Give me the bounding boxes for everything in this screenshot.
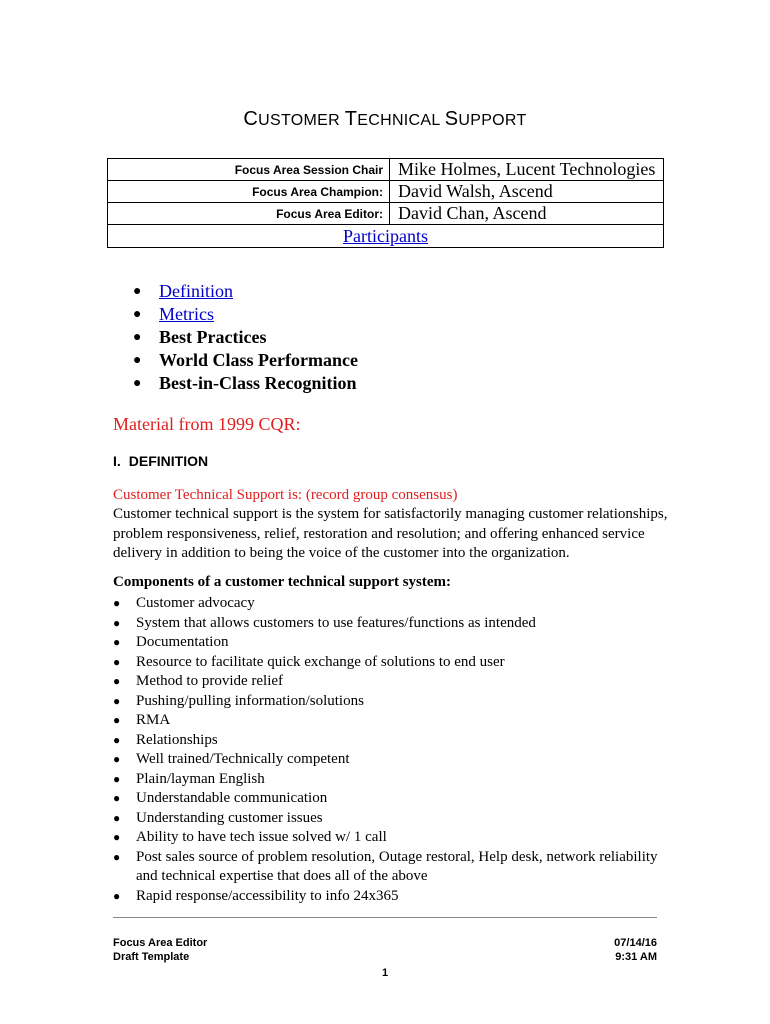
component-item-label: Method to provide relief	[136, 673, 284, 689]
definition-paragraph: Customer technical support is the system for satisfactorily managing customer relationships, problem responsiveness, relief, restoration and resolution; and offering enhanced service delivery in addition to being the voice of the customer into the organization.	[113, 506, 668, 561]
editor-value: David Chan, Ascend	[390, 203, 664, 225]
list-item	[133, 372, 358, 395]
best-practices-label: Best Practices	[159, 327, 267, 347]
bullet-icon: ●	[113, 810, 121, 825]
section-number: I.	[113, 453, 121, 469]
bullet-icon: ●	[113, 596, 121, 610]
bullet-icon: ●	[113, 693, 121, 708]
footer-date: 07/14/16	[614, 937, 657, 949]
section-title: DEFINITION	[128, 453, 209, 469]
list-item	[113, 828, 658, 848]
page-number: 1	[381, 967, 389, 979]
bullet-icon: ●	[133, 353, 142, 368]
component-item-label: Documentation	[136, 634, 229, 650]
list-item	[113, 672, 658, 692]
list-item	[113, 692, 658, 712]
bullet-icon: ●	[113, 674, 121, 688]
material-heading: Material from 1999 CQR:	[113, 414, 301, 434]
footer-time: 9:31 AM	[615, 951, 657, 963]
component-item-label: Relationships	[136, 731, 218, 748]
participants-link[interactable]: Participants	[343, 225, 428, 246]
editor-label: Focus Area Editor:	[108, 203, 390, 225]
bullet-icon: ●	[113, 888, 121, 903]
bullet-icon: ●	[113, 752, 121, 766]
table-row	[108, 159, 664, 181]
list-item	[113, 789, 658, 809]
world-class-performance-label: World Class Performance	[159, 350, 358, 370]
component-item-label: Pushing/pulling information/solutions	[136, 692, 364, 709]
list-item	[133, 326, 358, 349]
list-item	[113, 653, 658, 673]
list-item	[113, 809, 658, 829]
component-item-label: Post sales source of problem resolution, Outage restoral, Help desk, network reliability and technical expertise that does all of the above	[136, 848, 658, 884]
section-nav-list	[133, 280, 358, 395]
table-row	[108, 181, 664, 203]
definition-link[interactable]: Definition	[159, 281, 233, 301]
footer-editor-label: Focus Area Editor	[113, 937, 208, 949]
list-item	[113, 848, 658, 887]
list-item	[113, 711, 658, 731]
component-item-label: Ability to have tech issue solved w/ 1 call	[136, 829, 387, 845]
session-chair-label: Focus Area Session Chair	[108, 159, 390, 181]
best-in-class-recognition-label: Best-in-Class Recognition	[159, 373, 357, 393]
bullet-icon: ●	[133, 284, 142, 299]
document-title: CUSTOMER TECHNICAL SUPPORT	[243, 108, 527, 130]
component-item-label: Well trained/Technically competent	[136, 751, 350, 767]
component-item-label: Resource to facilitate quick exchange of solutions to end user	[136, 653, 505, 670]
list-item	[113, 770, 658, 790]
bullet-icon: ●	[113, 635, 121, 649]
components-list	[113, 594, 658, 906]
bullet-icon: ●	[113, 771, 121, 786]
bullet-icon: ●	[113, 849, 121, 864]
session-chair-value: Mike Holmes, Lucent Technologies	[390, 159, 664, 181]
bullet-icon: ●	[133, 376, 142, 391]
bullet-icon: ●	[133, 330, 142, 345]
champion-label: Focus Area Champion:	[108, 181, 390, 203]
list-item	[113, 750, 658, 770]
bullet-icon: ●	[113, 791, 121, 805]
component-item-label: Customer advocacy	[136, 595, 255, 611]
component-item-label: RMA	[136, 712, 171, 728]
list-item	[133, 303, 358, 326]
list-item	[113, 633, 658, 653]
list-item	[133, 280, 358, 303]
footer-right	[500, 936, 657, 964]
focus-area-table	[107, 158, 664, 248]
bullet-icon: ●	[113, 713, 121, 727]
component-item-label: Rapid response/accessibility to info 24x365	[136, 887, 399, 904]
component-item-label: System that allows customers to use features/functions as intended	[136, 614, 536, 631]
table-row	[108, 225, 664, 248]
component-item-label: Understandable communication	[136, 790, 328, 806]
participants-cell	[108, 225, 664, 248]
footer-divider	[113, 917, 657, 918]
bullet-icon: ●	[133, 307, 142, 322]
list-item	[113, 887, 658, 907]
footer-draft-label: Draft Template	[113, 951, 190, 963]
component-item-label: Plain/layman English	[136, 770, 265, 787]
metrics-link[interactable]: Metrics	[159, 304, 214, 324]
section-heading	[113, 453, 208, 469]
table-row	[108, 203, 664, 225]
component-item-label: Understanding customer issues	[136, 809, 323, 826]
list-item	[113, 594, 658, 614]
list-item	[113, 731, 658, 751]
bullet-icon: ●	[113, 654, 121, 669]
bullet-icon: ●	[113, 830, 121, 844]
bullet-icon: ●	[113, 615, 121, 630]
list-item	[113, 614, 658, 634]
components-heading: Components of a customer technical support system:	[113, 574, 452, 590]
footer-left	[113, 936, 207, 964]
record-note: Customer Technical Support is: (record group consensus)	[113, 487, 458, 503]
bullet-icon: ●	[113, 732, 121, 747]
list-item	[133, 349, 358, 372]
champion-value: David Walsh, Ascend	[390, 181, 664, 203]
